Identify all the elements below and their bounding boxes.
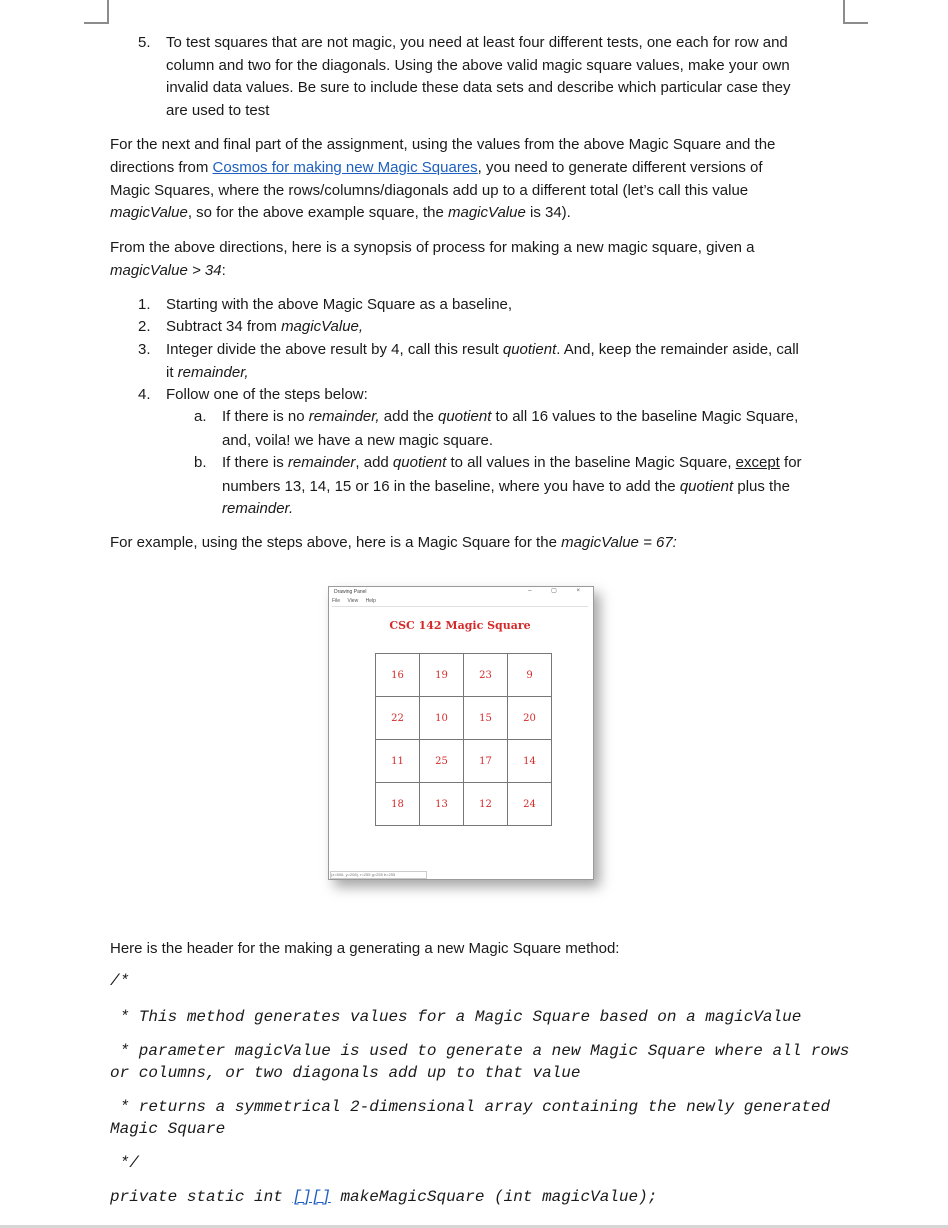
list-number: 5. [138, 34, 151, 51]
grid-cell: 10 [420, 697, 464, 740]
list-letter: b. [194, 454, 207, 471]
menu-file[interactable]: File [332, 598, 341, 604]
step-4b: If there is remainder, add quotient to all values in the baseline Magic Square, except for [222, 454, 802, 471]
step-1: Starting with the above Magic Square as a baseline, [166, 296, 513, 313]
window-menu [332, 598, 382, 604]
drawing-panel-window [328, 586, 594, 880]
step-4b-cont2: remainder. [222, 500, 294, 517]
grid-cell: 23 [464, 654, 508, 697]
code-comment-line2-cont: or columns, or two diagonals add up to that value [110, 1064, 581, 1082]
grid-cell: 13 [420, 783, 464, 826]
code-comment-line2: * parameter magicValue is used to generate a new Magic Square where all rows [110, 1042, 850, 1060]
grid-cell: 18 [376, 783, 420, 826]
para2-line2: magicValue > 34: [110, 262, 226, 279]
code-comment-open: /* [110, 972, 130, 990]
array-brackets: [][] [292, 1188, 331, 1206]
crop-mark-left [84, 0, 109, 24]
para3: For example, using the steps above, here is a Magic Square for the magicValue = 67: [110, 534, 677, 551]
grid-cell: 24 [508, 783, 552, 826]
grid-cell: 15 [464, 697, 508, 740]
grid-cell: 19 [420, 654, 464, 697]
code-comment-line3: * returns a symmetrical 2-dimensional array containing the newly generated [110, 1098, 831, 1116]
para4: Here is the header for the making a generating a new Magic Square method: [110, 940, 620, 957]
step-4b-cont: numbers 13, 14, 15 or 16 in the baseline, where you have to add the quotient plus the [222, 478, 790, 495]
cosmos-link[interactable]: Cosmos for making new Magic Squares [212, 159, 478, 176]
para2-line1: From the above directions, here is a synopsis of process for making a new magic square, given a [110, 239, 755, 256]
grid-cell: 14 [508, 740, 552, 783]
para1-line1: For the next and final part of the assignment, using the values from the above Magic Square and the [110, 136, 776, 153]
step-3-cont: it remainder, [166, 364, 249, 381]
step-4: Follow one of the steps below: [166, 386, 368, 403]
para1-line2: directions from Cosmos for making new Magic Squares, you need to generate different versions of [110, 159, 763, 176]
step-2: Subtract 34 from magicValue, [166, 318, 364, 335]
grid-cell: 17 [464, 740, 508, 783]
list-number: 4. [138, 386, 151, 403]
list-number: 2. [138, 318, 151, 335]
grid-cell: 9 [508, 654, 552, 697]
code-comment-line3-cont: Magic Square [110, 1120, 226, 1138]
grid-cell: 25 [420, 740, 464, 783]
grid-cell: 11 [376, 740, 420, 783]
item5-line2: column and two for the diagonals. Using the above valid magic square values, make your own [166, 57, 790, 74]
grid-cell: 16 [376, 654, 420, 697]
grid-cell: 20 [508, 697, 552, 740]
status-bar: (x=506, y=208), r=255 g=255 b=255 [330, 871, 427, 879]
list-number: 3. [138, 341, 151, 358]
step-3: Integer divide the above result by 4, call this result quotient. And, keep the remainder aside, call [166, 341, 799, 358]
menu-view[interactable]: View [347, 598, 359, 604]
window-title: Drawing Panel [334, 589, 367, 595]
magic-square-title: CSC 142 Magic Square [389, 619, 531, 632]
menu-help[interactable]: Help [365, 598, 376, 604]
list-number: 1. [138, 296, 151, 313]
code-comment-close: */ [110, 1154, 139, 1172]
item5-line4: are used to test [166, 102, 270, 119]
grid-cell: 22 [376, 697, 420, 740]
step-4a: If there is no remainder, add the quotient to all 16 values to the baseline Magic Square, [222, 408, 799, 425]
grid-cell: 12 [464, 783, 508, 826]
window-controls[interactable]: – ▢ × [528, 588, 589, 594]
para1-line4: magicValue, so for the above example square, the magicValue is 34). [110, 204, 571, 221]
magic-square-grid [375, 653, 552, 826]
para1-line3: Magic Squares, where the rows/columns/diagonals add up to a different total (let’s call this value [110, 182, 749, 199]
method-signature: private static int [][] makeMagicSquare (int magicValue); [110, 1188, 658, 1206]
list-letter: a. [194, 408, 207, 425]
item5-line1: To test squares that are not magic, you need at least four different tests, one each for row and [166, 34, 788, 51]
item5-line3: invalid data values. Be sure to include these data sets and describe which particular case they [166, 79, 791, 96]
step-4a-cont: and, voila! we have a new magic square. [222, 432, 493, 449]
crop-mark-right [843, 0, 868, 24]
code-comment-line1: * This method generates values for a Magic Square based on a magicValue [110, 1008, 802, 1026]
